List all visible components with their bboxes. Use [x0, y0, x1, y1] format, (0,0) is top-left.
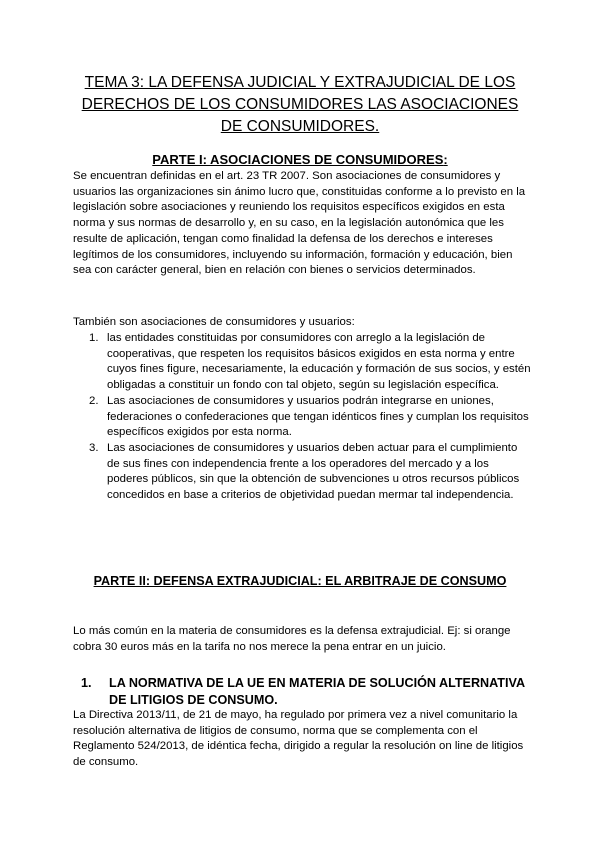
part1-heading-colon: : [443, 152, 448, 167]
section1-heading-text: LA NORMATIVA DE LA UE EN MATERIA DE SOLUCIÓN ALTERNATIVA DE LITIGIOS DE CONSUMO. [109, 676, 525, 707]
part1-heading-text: PARTE I: ASOCIACIONES DE CONSUMIDORES [152, 152, 444, 167]
list-item-number: 1. [89, 332, 99, 344]
list-item-text: Las asociaciones de consumidores y usuarios podrán integrarse en uniones, federaciones o confederaciones que tengan idénticos fines y cumplan los requisitos específicos exigidos por esta norma. [107, 394, 529, 439]
list-item [73, 441, 531, 504]
list-item [73, 394, 531, 441]
part1-also-paragraph: También son asociaciones de consumidores y usuarios: [73, 316, 355, 328]
part2-intro-paragraph: Lo más común en la materia de consumidores es la defensa extrajudicial. Ej: si orange cobra 30 euros más en la tarifa no nos merece la pena entrar en un juicio. [73, 625, 511, 653]
page-title: TEMA 3: LA DEFENSA JUDICIAL Y EXTRAJUDICIAL DE LOS DERECHOS DE LOS CONSUMIDORES LAS ASOCIACIONES DE CONSUMIDORES. [81, 74, 519, 135]
list-item-number: 2. [89, 394, 99, 407]
section1-heading [73, 675, 531, 709]
list-item-text: las entidades constituidas por consumidores con arreglo a la legislación de cooperativas, que respeten los requisitos básicos exigidos en esta norma y entre cuyos fines figure, necesariamente, la educación y formación de sus socios, y estén obligadas a constituir un fondo con tal objeto, según su legislación específica. [107, 332, 531, 392]
associations-list [73, 331, 531, 504]
section1-number: 1. [81, 676, 92, 690]
part1-intro-paragraph: Se encuentran definidas en el art. 23 TR 2007. Son asociaciones de consumidores y usuarios las organizaciones sin ánimo lucro que, constituidas conforme a lo previsto en la legislación sobre asociaciones y reuniendo los requisitos específicos exigidos en esta norma y sus normas de desarrollo y, en su caso, en la legislación autonómica que les resulte de aplicación, tengan como finalidad la defensa de los derechos e intereses legítimos de los consumidores, incluyendo su información, formación y educación, bien sea con carácter general, bien en relación con bienes o servicios determinados. [73, 170, 526, 277]
list-item-number: 3. [89, 441, 99, 454]
part2-heading: PARTE II: DEFENSA EXTRAJUDICIAL: EL ARBITRAJE DE CONSUMO [93, 574, 507, 588]
part1-heading [70, 151, 530, 168]
list-item [73, 331, 531, 394]
list-item-text: Las asociaciones de consumidores y usuarios deben actuar para el cumplimiento de sus fines con independencia frente a los operadores del mercado y a los poderes públicos, sin que la obtención de subvenciones u otros recursos públicos concedidos en base a criterios de objetividad puedan mermar tal independencia. [107, 441, 520, 502]
section1-paragraph: La Directiva 2013/11, de 21 de mayo, ha regulado por primera vez a nivel comunitario la resolución alternativa de litigios de consumo, norma que se complementa con el Reglamento 524/2013, de idéntica fecha, dirigido a regular la resolución on line de litigios de consumo. [73, 709, 524, 769]
